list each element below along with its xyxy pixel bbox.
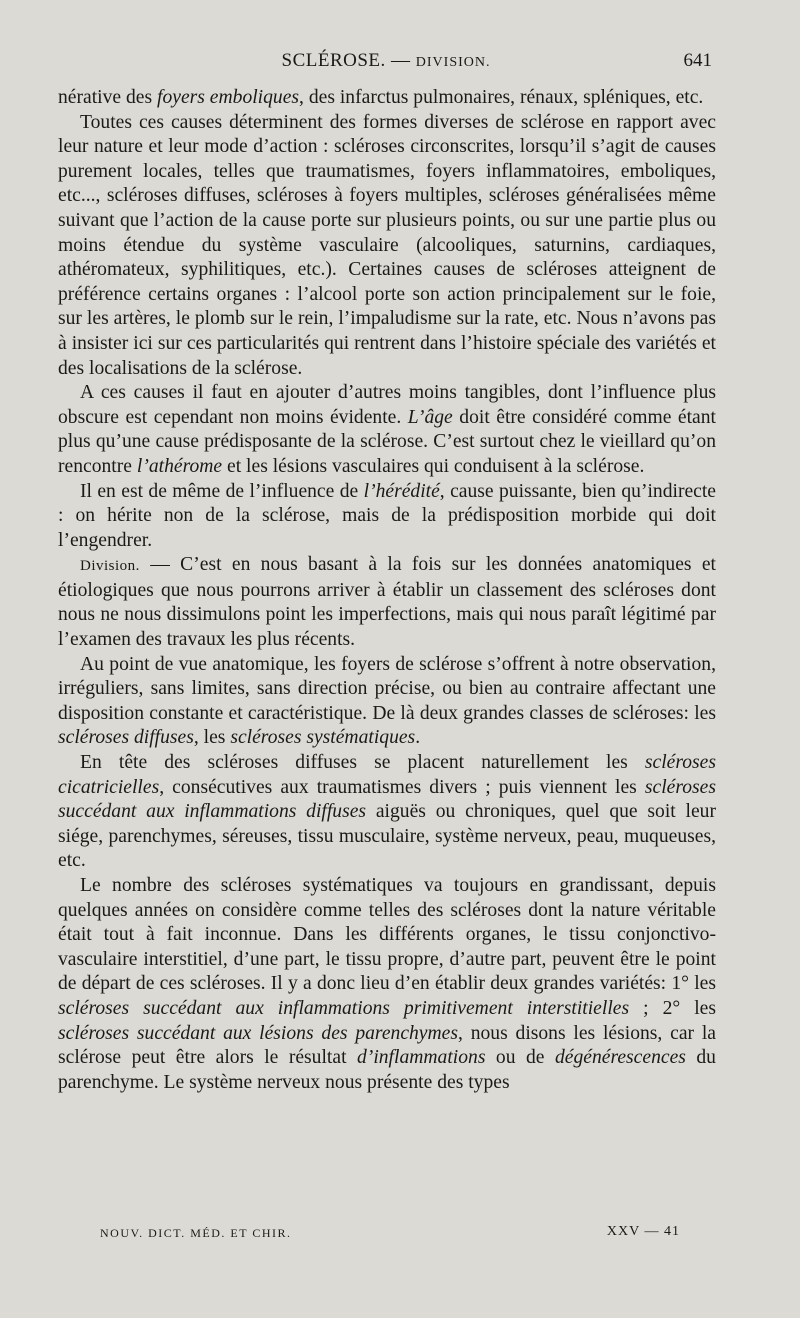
running-header: [60, 50, 712, 78]
footer-signature: NOUV. DICT. MÉD. ET CHIR.: [100, 1226, 292, 1240]
body-text: [58, 86, 716, 1095]
italic-run: L’âge: [407, 406, 453, 428]
text-run: , des infarctus pulmonaires, rénaux, spléniques, etc.: [299, 87, 704, 108]
italic-run: dégénérescences: [554, 1047, 686, 1069]
paragraph: [58, 653, 716, 751]
paragraph: [58, 751, 716, 874]
text-run: .: [415, 727, 421, 749]
text-run: doit être considéré comme étant plus qu’une cause prédisposante de la sclérose. C’est surtout chez le vieillard qu’on rencontre: [58, 406, 716, 477]
text-run: aiguës ou chroniques, quel que soit leur siége, parenchymes, séreuses, tissu musculaire, système nerveux, peau, muqueuses, etc.: [58, 801, 716, 872]
italic-run: scléroses succédant aux inflammations primitivement interstitielles: [58, 997, 630, 1019]
footer-volume-sheet: XXV — 41: [606, 1224, 680, 1239]
text-run: En tête des scléroses diffuses se placent naturellement les: [80, 752, 645, 774]
paragraph: [58, 874, 716, 1095]
text-run: nérative des: [58, 87, 158, 108]
running-title-main: SCLÉROSE. —: [281, 50, 416, 71]
paragraph: [58, 553, 716, 652]
italic-run: scléroses cicatricielles: [58, 752, 716, 798]
text-run: , les: [193, 727, 231, 749]
text-run: Au point de vue anatomique, les foyers de sclérose s’offrent à notre observation, irréguliers, sans limites, sans direction précise, ou bien au contraire affectant une disposition constante et caractéristique. De là deux grandes classes de scléroses: les: [58, 653, 716, 724]
italic-run: l’hérédité: [363, 480, 440, 502]
page-number: 641: [683, 50, 712, 71]
text-run: A ces causes il faut en ajouter d’autres moins tangibles, dont l’influence plus obscure est cependant non moins évidente.: [58, 382, 716, 428]
section-label: Division.: [80, 558, 140, 575]
paragraph: [58, 480, 716, 554]
italic-run: scléroses succédant aux inflammations diffuses: [58, 776, 716, 823]
running-title-section: DIVISION.: [415, 55, 491, 70]
paragraph: [58, 86, 716, 111]
page-footer: [100, 1226, 680, 1246]
italic-run: scléroses systématiques: [230, 727, 416, 749]
italic-run: d’inflammations: [357, 1047, 486, 1069]
text-run: , cause puissante, bien qu’indirecte : on hérite non de la sclérose, mais de la prédisposition morbide qui doit l’engendrer.: [58, 480, 717, 551]
italic-run: scléroses diffuses: [58, 727, 194, 749]
text-run: Le nombre des scléroses systématiques va toujours en grandissant, depuis quelques années on considère comme telles des scléroses dont la nature véritable était tout à fait inconnue. Dans les différents organes, le tissu conjonctivo-vasculaire interstitiel, d’une part, le tissu propre, d’autre part, peuvent être le point de départ de ces scléroses. Il y a donc lieu d’en établir deux grandes variétés: 1° les: [58, 875, 716, 995]
italic-run: foyers emboliques: [157, 87, 300, 108]
text-run: Toutes ces causes déterminent des formes diverses de sclérose en rapport avec leur nature et leur mode d’action : scléroses circonscrites, lorsqu’il s’agit de causes purement locales, telles que traumatismes, foyers inflammatoires, emboliques, etc..., scléroses diffuses, scléroses à foyers multiples, scléroses généralisées même suivant que l’action de la cause porte sur plusieurs points, ou sur une partie plus ou moins étendue du système vasculaire (alcooliques, saturnins, cardiaques, athéromateux, syphilitiques, etc.). Certaines causes de scléroses atteignent de préférence certains organes : l’alcool porte son action principalement sur le foie, sur les artères, le plomb sur le rein, l’impaludisme sur la rate, etc. Nous n’avons pas à insister ici sur ces particularités qui rentrent dans l’histoire spéciale des variétés et des localisations de la sclérose.: [58, 111, 716, 379]
paragraph: [58, 111, 716, 382]
text-run: et les lésions vasculaires qui conduisent à la sclérose.: [222, 455, 645, 477]
running-title: [60, 50, 712, 72]
text-run: ou de: [485, 1047, 555, 1069]
paragraph: [58, 381, 716, 479]
text-run: , consécutives aux traumatismes divers ; puis viennent les: [159, 776, 645, 798]
text-run: du parenchyme. Le système nerveux nous présente des types: [58, 1047, 716, 1093]
text-run: — C’est en nous basant à la fois sur les données anatomiques et étiologiques que nous pourrons arriver à établir un classement des scléroses dont nous ne nous dissimulons point les imperfections, mais qui nous paraît légitimé par l’examen des travaux les plus récents.: [58, 554, 716, 651]
text-run: Il en est de même de l’influence de: [80, 480, 364, 502]
italic-run: scléroses succédant aux lésions des parenchymes: [58, 1022, 458, 1044]
text-run: , nous disons les lésions, car la sclérose peut être alors le résultat: [58, 1022, 716, 1069]
italic-run: l’athérome: [136, 455, 223, 477]
text-run: ; 2° les: [629, 997, 716, 1019]
